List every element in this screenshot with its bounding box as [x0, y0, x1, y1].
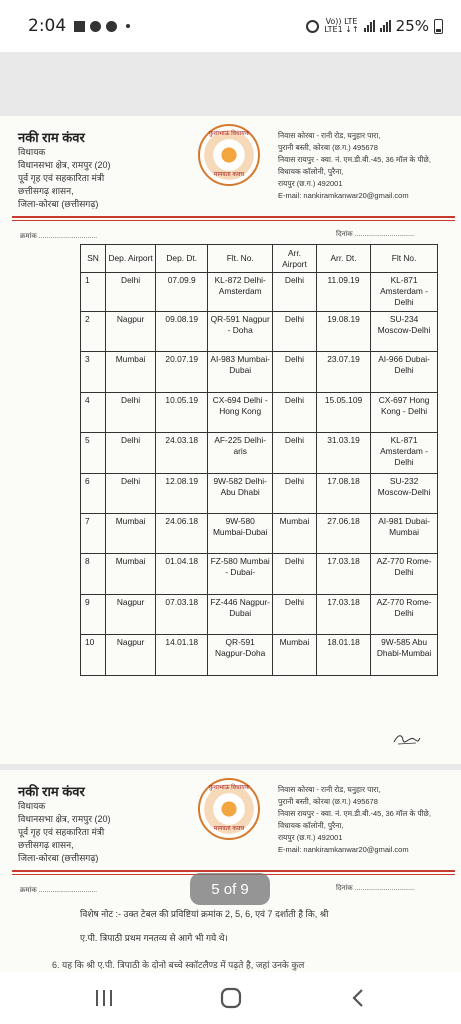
battery-percent: 25%: [395, 17, 429, 35]
table-row: [81, 473, 438, 513]
header-flight-no: Flt. No.: [208, 245, 273, 273]
letterhead-name: नकी राम कंवर: [18, 784, 85, 799]
network-top-label: Vo)) LTE: [325, 17, 358, 26]
back-button[interactable]: [328, 978, 388, 1018]
header-dep-airport: Dep. Airport: [106, 245, 156, 273]
cell-return-flight: AZ-770 Rome-Delhi: [371, 554, 438, 594]
cell-return-flight: 9W-585 Abu Dhabi-Mumbai: [371, 635, 438, 675]
cell-return-flight: SU-234 Moscow-Delhi: [371, 312, 438, 352]
notification-icons: [74, 21, 130, 32]
header-arr-airport: Arr. Airport: [273, 245, 317, 273]
address-line: विधायक कॉलोनी, पुरैना,: [278, 167, 344, 176]
cell-sn: 3: [81, 352, 106, 392]
cell-return-flight: KL-871 Amsterdam - Delhi: [371, 433, 438, 473]
status-bar: [0, 0, 461, 52]
special-note-line: विशेष नोट :- उक्त टेबल की प्रविष्टियां क्रमांक 2, 5, 6, एवं 7 दर्शाती है कि, श्री: [80, 909, 329, 919]
letterhead-line: पूर्व गृह एवं सहकारिता मंत्री: [18, 173, 105, 183]
cell-arr-airport: Delhi: [273, 473, 317, 513]
cell-arr-date: 15.05.109: [316, 392, 370, 432]
table-row: [81, 554, 438, 594]
cell-sn: 4: [81, 392, 106, 432]
table-row: [81, 635, 438, 675]
system-status: [306, 17, 443, 35]
cell-arr-date: 17.03.18: [316, 594, 370, 634]
letterhead-divider: [12, 870, 455, 872]
cell-sn: 5: [81, 433, 106, 473]
cell-arr-airport: Delhi: [273, 594, 317, 634]
emblem-logo: [198, 124, 260, 186]
status-time: 2:04: [28, 16, 67, 36]
table-row: [81, 312, 438, 352]
special-note: [80, 902, 450, 950]
emblem-bottom-text: मानवता कवच: [213, 172, 245, 178]
cell-flight-no: KL-872 Delhi-Amsterdam: [208, 273, 273, 312]
reference-number-label: क्रमांक ..............................: [20, 887, 98, 894]
cell-arr-date: 31.03.19: [316, 433, 370, 473]
cell-dep-date: 12.08.19: [156, 473, 208, 513]
header-sn: SN: [81, 245, 106, 273]
header-arr-date: Arr. Dt.: [316, 245, 370, 273]
cell-arr-airport: Delhi: [273, 392, 317, 432]
cell-arr-date: 19.08.19: [316, 312, 370, 352]
flights-table: [80, 244, 438, 676]
address-line: निवास रायपुर - क्वा. नं. एम.डी.बी.-45, 36 मॉल के पीछे,: [278, 809, 431, 818]
gallery-notification-icon: [74, 21, 85, 32]
cell-arr-airport: Delhi: [273, 273, 317, 312]
letterhead-left: [18, 130, 188, 211]
cell-dep-airport: Delhi: [106, 433, 156, 473]
table-row: [81, 273, 438, 312]
cell-dep-date: 20.07.19: [156, 352, 208, 392]
cell-arr-airport: Mumbai: [273, 513, 317, 553]
address-line: E-mail: nankiramkanwar20@gmail.com: [278, 845, 409, 854]
cell-arr-airport: Delhi: [273, 433, 317, 473]
recent-apps-icon: [94, 989, 114, 1007]
date-label: दिनांक ...............................: [336, 885, 415, 892]
cell-arr-airport: Delhi: [273, 312, 317, 352]
cell-dep-date: 10.05.19: [156, 392, 208, 432]
battery-icon: [434, 19, 443, 34]
special-note-line: ए.पी. त्रिपाठी प्रथम गनतव्य से आगे भी गये थे।: [80, 933, 228, 943]
cell-flight-no: AI-983 Mumbai-Dubai: [208, 352, 273, 392]
cell-sn: 8: [81, 554, 106, 594]
cell-sn: 1: [81, 273, 106, 312]
table-row: [81, 513, 438, 553]
cell-dep-airport: Nagpur: [106, 594, 156, 634]
letterhead-name: नकी राम कंवर: [18, 130, 85, 145]
letterhead-line: छत्तीसगढ़ शासन,: [18, 186, 74, 196]
cell-dep-airport: Mumbai: [106, 554, 156, 594]
signal-strength-2-icon: [380, 20, 391, 32]
page-counter: 5 of 9: [190, 873, 270, 905]
recent-apps-button[interactable]: [74, 978, 134, 1018]
address-line: निवास रायपुर - क्वा. नं. एम.डी.बी.-45, 36 मॉल के पीछे,: [278, 155, 431, 164]
cell-dep-date: 14.01.18: [156, 635, 208, 675]
cell-dep-date: 07.03.18: [156, 594, 208, 634]
cell-sn: 2: [81, 312, 106, 352]
letterhead-line: पूर्व गृह एवं सहकारिता मंत्री: [18, 827, 105, 837]
table-row: [81, 594, 438, 634]
letterhead-line: छत्तीसगढ़ शासन,: [18, 840, 74, 850]
letterhead-line: विधानसभा क्षेत्र, रामपुर (20): [18, 160, 111, 170]
cell-arr-date: 18.01.18: [316, 635, 370, 675]
table-row: [81, 392, 438, 432]
cell-dep-airport: Delhi: [106, 273, 156, 312]
emblem-logo: [198, 778, 260, 840]
cell-flight-no: FZ-580 Mumbai - Dubai-: [208, 554, 273, 594]
cell-arr-date: 17.03.18: [316, 554, 370, 594]
cell-arr-airport: Mumbai: [273, 635, 317, 675]
facebook-notification-icon: [106, 21, 117, 32]
address-line: रायपुर (छ.ग.) 492001: [278, 179, 343, 188]
cell-arr-date: 27.06.18: [316, 513, 370, 553]
cell-return-flight: AZ-770 Rome- Delhi: [371, 594, 438, 634]
cell-sn: 10: [81, 635, 106, 675]
cell-flight-no: FZ-446 Nagpur-Dubai: [208, 594, 273, 634]
address-line: निवास कोरबा - रानी रोड, घनुहार पारा,: [278, 131, 381, 140]
cell-flight-no: 9W-580 Mumbai-Dubai: [208, 513, 273, 553]
network-bottom-label: LTE1 ↓↑: [324, 25, 359, 34]
header-return-flight-no: Flt No.: [371, 245, 438, 273]
cell-flight-no: 9W-582 Delhi-Abu Dhabi: [208, 473, 273, 513]
letterhead-line: विधानसभा क्षेत्र, रामपुर (20): [18, 814, 111, 824]
table-row: [81, 352, 438, 392]
cell-flight-no: QR-591 Nagpur - Doha: [208, 312, 273, 352]
cell-dep-airport: Nagpur: [106, 312, 156, 352]
cell-dep-date: 07.09.9: [156, 273, 208, 312]
cell-dep-airport: Delhi: [106, 392, 156, 432]
emblem-top-text: कुशाभाऊ विधायक: [208, 785, 250, 791]
reference-number-label: क्रमांक ..............................: [20, 233, 98, 240]
cell-sn: 9: [81, 594, 106, 634]
cell-dep-date: 24.03.18: [156, 433, 208, 473]
signal-strength-icon: [364, 20, 375, 32]
address-line: E-mail: nankiramkanwar20@gmail.com: [278, 191, 409, 200]
table-row: [81, 433, 438, 473]
address-line: पुरानी बस्ती, कोरबा (छ.ग.) 495678: [278, 143, 378, 152]
cell-dep-date: 24.06.18: [156, 513, 208, 553]
address-line: रायपुर (छ.ग.) 492001: [278, 833, 343, 842]
address-line: पुरानी बस्ती, कोरबा (छ.ग.) 495678: [278, 797, 378, 806]
cell-dep-airport: Mumbai: [106, 352, 156, 392]
cell-return-flight: AI-981 Dubai-Mumbai: [371, 513, 438, 553]
letterhead-line: जिला-कोरबा (छत्तीसगढ़): [18, 199, 99, 209]
letterhead-divider-thin: [12, 220, 455, 221]
letterhead-left: [18, 784, 188, 865]
cell-arr-date: 11.09.19: [316, 273, 370, 312]
navigation-bar: [0, 972, 461, 1024]
cell-dep-airport: Nagpur: [106, 635, 156, 675]
emblem-top-text: कुशाभाऊ विधायक: [208, 131, 250, 137]
paragraph-text: 6. यह कि श्री ए.पी. त्रिपाठी के दोनो बच्चे स्कॉटलैण्ड में पढ़ते है, जहां उनके कुल: [52, 960, 305, 970]
header-dep-date: Dep. Dt.: [156, 245, 208, 273]
letterhead-line: विधायक: [18, 147, 46, 157]
back-icon: [351, 988, 365, 1008]
letterhead-line: जिला-कोरबा (छत्तीसगढ़): [18, 853, 99, 863]
cell-return-flight: AI-966 Dubai-Delhi: [371, 352, 438, 392]
alarm-icon: [306, 20, 319, 33]
cell-dep-airport: Mumbai: [106, 513, 156, 553]
cell-arr-airport: Delhi: [273, 554, 317, 594]
emblem-bottom-text: मानवता कवच: [213, 826, 245, 832]
home-button[interactable]: [201, 978, 261, 1018]
home-icon: [220, 987, 242, 1009]
cell-sn: 6: [81, 473, 106, 513]
more-notifications-dot-icon: [126, 24, 130, 28]
letterhead-line: विधायक: [18, 801, 46, 811]
address-line: निवास कोरबा - रानी रोड, घनुहार पारा,: [278, 785, 381, 794]
letterhead-address: [278, 784, 456, 856]
cell-arr-airport: Delhi: [273, 352, 317, 392]
document-viewer[interactable]: [0, 52, 461, 972]
cell-return-flight: CX-697 Hong Kong - Delhi: [371, 392, 438, 432]
handwritten-signature: [392, 730, 422, 746]
chat-notification-icon: [90, 21, 101, 32]
cell-flight-no: QR-591 Nagpur-Doha: [208, 635, 273, 675]
cell-return-flight: KL-871 Amsterdam - Delhi: [371, 273, 438, 312]
cell-flight-no: CX-694 Delhi - Hong Kong: [208, 392, 273, 432]
letterhead-divider: [12, 216, 455, 218]
table-header-row: [81, 245, 438, 273]
cell-return-flight: SU-232 Moscow-Delhi: [371, 473, 438, 513]
network-label: [324, 18, 358, 34]
date-label: दिनांक ...............................: [336, 231, 415, 238]
cell-arr-date: 17.08.18: [316, 473, 370, 513]
address-line: विधायक कॉलोनी, पुरैना,: [278, 821, 344, 830]
document-page: [0, 116, 461, 764]
cell-sn: 7: [81, 513, 106, 553]
cell-dep-date: 01.04.18: [156, 554, 208, 594]
cell-dep-airport: Delhi: [106, 473, 156, 513]
cell-dep-date: 09.08.19: [156, 312, 208, 352]
cell-arr-date: 23.07.19: [316, 352, 370, 392]
cell-flight-no: AF-225 Delhi- aris: [208, 433, 273, 473]
letterhead-address: [278, 130, 456, 202]
